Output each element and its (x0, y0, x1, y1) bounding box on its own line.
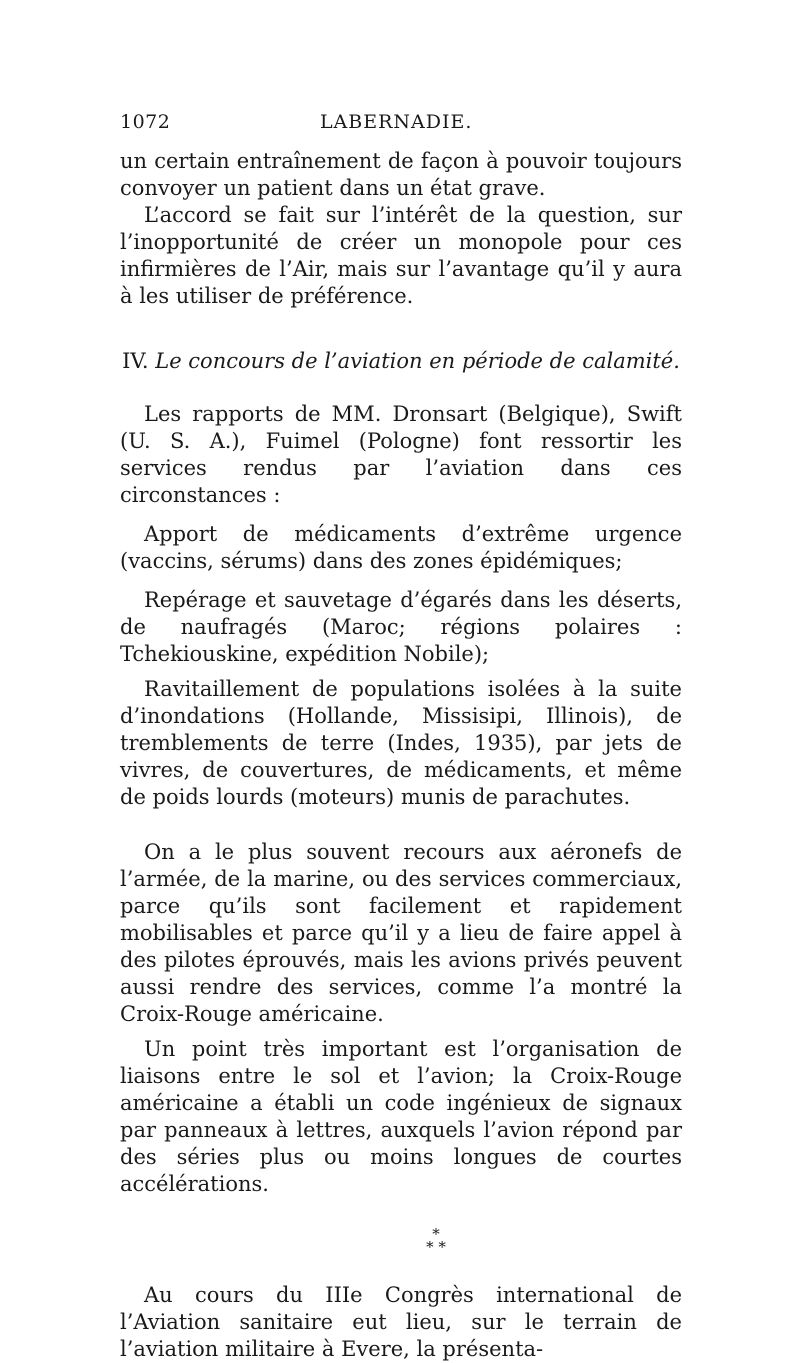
paragraph-recours: On a le plus souvent recours aux aéronefs de l’armée, de la marine, ou des services commerciaux, parce qu’ils sont facilement et rapidement mobilisables et parce qu’il y a lieu de faire appel à des pilotes éprouvés, mais les avions privés peuvent aussi rendre des services, comme l’a montré la Croix-Rouge américaine. (120, 840, 682, 1026)
asterism-divider (120, 1225, 682, 1256)
asterism-top: * (432, 1225, 440, 1243)
paragraph-continuation: un certain entraînement de façon à pouvoir toujours convoyer un patient dans un état grave. (120, 149, 682, 200)
paragraph-ravitaillement: Ravitaillement de populations isolées à la suite d’inondations (Hollande, Missisipi, Illinois), de tremblements de terre (Indes, 1935), par jets de vivres, de couvertures, de médicaments, et même de poids lourds (moteurs) munis de parachutes. (120, 677, 682, 809)
paragraph-apport: Apport de médicaments d’extrême urgence (vaccins, sérums) dans des zones épidémiques; (120, 522, 682, 573)
section-heading (120, 348, 682, 375)
running-title: LABERNADIE. (319, 111, 473, 133)
section-number: IV. (122, 349, 149, 373)
asterism-bottom: * * (426, 1238, 446, 1256)
paragraph-congres: Au cours du IIIe Congrès international de l’Aviation sanitaire eut lieu, sur le terrain de l’aviation militaire à Evere, la présenta- (120, 1283, 682, 1361)
paragraph-liaisons: Un point très important est l’organisation de liaisons entre le sol et l’avion; la Croix-Rouge américaine a établi un code ingénieux de signaux par panneaux à lettres, auxquels l’avion répond par des séries plus ou moins longues de courtes accélérations. (120, 1037, 682, 1196)
page-number: 1072 (120, 111, 171, 133)
section-title: Le concours de l’aviation en période de calamité. (155, 349, 680, 373)
paragraph-rapports: Les rapports de MM. Dronsart (Belgique), Swift (U. S. A.), Fuimel (Pologne) font ressortir les services rendus par l’aviation dans ces circonstances : (120, 402, 682, 507)
paragraph-accord: L’accord se fait sur l’intérêt de la question, sur l’inopportunité de créer un monopole pour ces infirmières de l’Air, mais sur l’avantage qu’il y aura à les utiliser de préférence. (120, 203, 682, 308)
paragraph-reperage: Repérage et sauvetage d’égarés dans les déserts, de naufragés (Maroc; régions polaires : Tchekiouskine, expédition Nobile); (120, 588, 682, 666)
page-header (120, 110, 682, 134)
document-page (120, 110, 682, 1363)
